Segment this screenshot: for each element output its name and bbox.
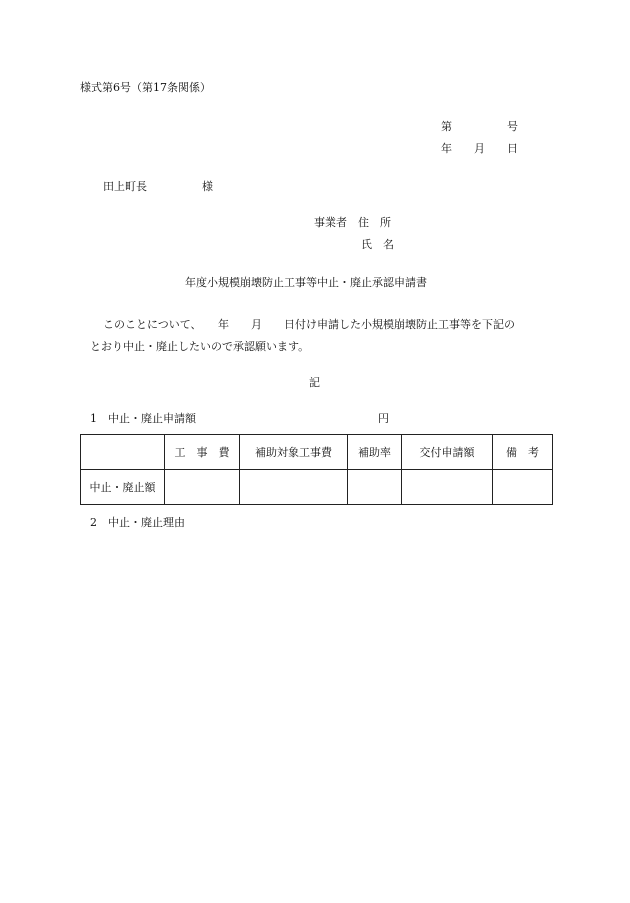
addressee: 田上町長 様 xyxy=(103,180,213,193)
table-header-row xyxy=(81,435,553,470)
body-text-line-2: とおり中止・廃止したいので承認願います。 xyxy=(90,340,310,353)
body-text-line-1: このことについて、 年 月 日付け申請した小規模崩壊防止工事等を下記の xyxy=(103,318,516,331)
table-header-cell: 補助対象工事費 xyxy=(240,435,348,470)
document-date: 年 月 日 xyxy=(441,142,518,155)
document-title: 年度小規模崩壊防止工事等中止・廃止承認申請書 xyxy=(185,276,427,289)
document-number: 第 号 xyxy=(441,120,518,133)
table-header-cell: 交付申請額 xyxy=(402,435,493,470)
table-cell xyxy=(165,470,240,505)
form-number: 様式第6号（第17条関係） xyxy=(80,81,211,94)
table-cell xyxy=(402,470,493,505)
table-header-cell xyxy=(81,435,165,470)
table-row-label: 中止・廃止額 xyxy=(81,470,165,505)
applicant-address-label: 事業者 住 所 xyxy=(314,216,391,229)
applicant-name-label: 氏 名 xyxy=(361,238,394,251)
table-cell xyxy=(348,470,402,505)
item-2-label: 2 中止・廃止理由 xyxy=(90,516,185,529)
table-cell xyxy=(240,470,348,505)
application-amount-table xyxy=(80,434,553,505)
item-1-unit: 円 xyxy=(378,412,389,425)
table-header-cell: 工 事 費 xyxy=(165,435,240,470)
table-cell xyxy=(493,470,553,505)
table-row xyxy=(81,470,553,505)
table-header-cell: 補助率 xyxy=(348,435,402,470)
ki-heading: 記 xyxy=(309,376,320,389)
item-1-label: 1 中止・廃止申請額 xyxy=(90,412,196,425)
table-header-cell: 備 考 xyxy=(493,435,553,470)
